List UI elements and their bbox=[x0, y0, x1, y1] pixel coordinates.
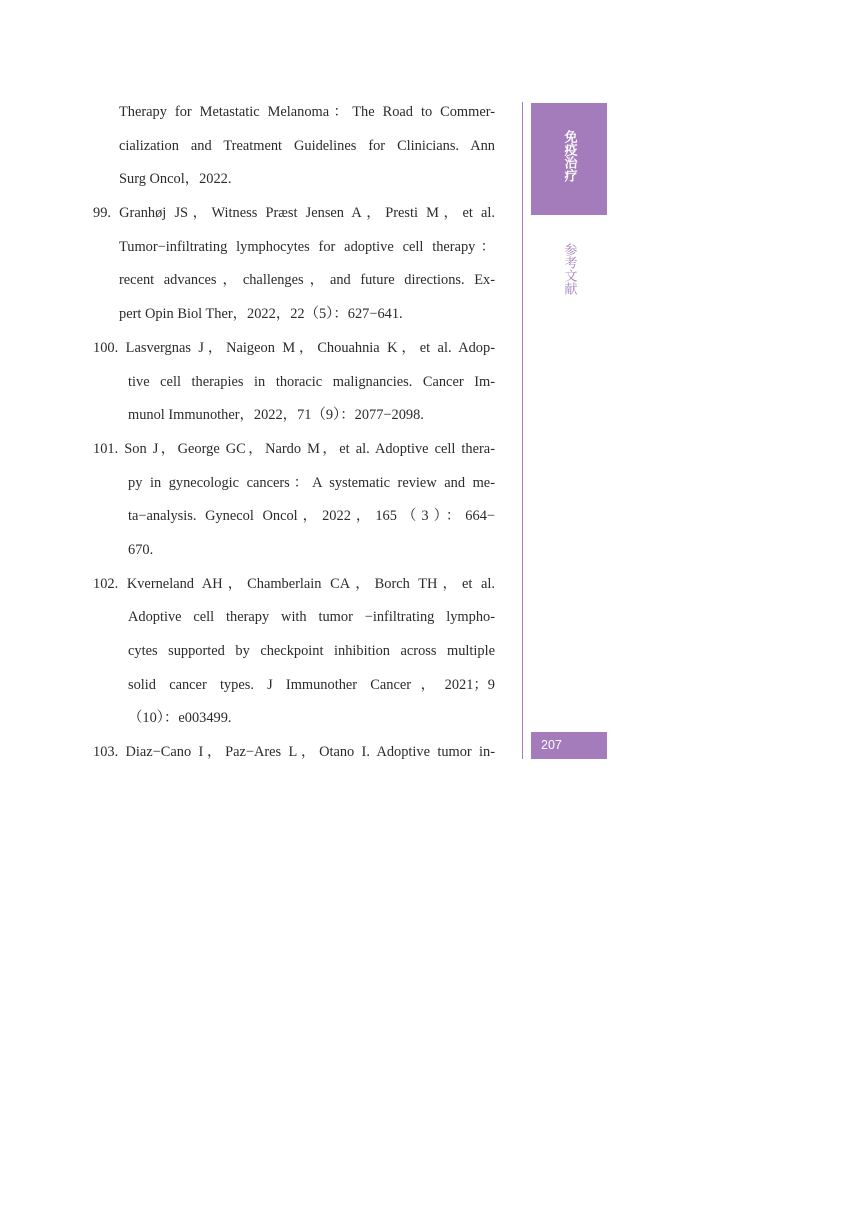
reference-line: cialization and Treatment Guidelines for Clinicians. Ann bbox=[119, 137, 495, 154]
reference-line: Adoptive cell therapy with tumor −infiltrating lympho- bbox=[128, 609, 495, 626]
reference-line: 103. Diaz−Cano I，Paz−Ares L，Otano I. Adoptive tumor in- bbox=[93, 744, 495, 761]
page-number: 207 bbox=[541, 738, 562, 752]
reference-line: （10）：e003499. bbox=[128, 710, 232, 727]
reference-line: recent advances，challenges，and future directions. Ex- bbox=[119, 272, 495, 289]
reference-list bbox=[93, 96, 495, 770]
reference-line: 670. bbox=[128, 541, 154, 558]
reference-line: Tumor−infiltrating lymphocytes for adoptive cell therapy： bbox=[119, 238, 495, 255]
margin-divider bbox=[522, 102, 523, 759]
section-subtab bbox=[531, 243, 607, 295]
reference-line: Therapy for Metastatic Melanoma：The Road to Commer- bbox=[119, 104, 495, 120]
reference-line: 100. Lasvergnas J，Naigeon M，Chouahnia K，et al. Adop- bbox=[93, 339, 495, 356]
reference-line: solid cancer types. J Immunother Cancer，2021；9 bbox=[128, 676, 495, 693]
reference-line: pert Opin Biol Ther，2022，22（5）：627−641. bbox=[119, 306, 403, 323]
reference-line: 99. Granhøj JS，Witness Præst Jensen A，Presti M，et al. bbox=[93, 205, 495, 222]
reference-line: tive cell therapies in thoracic malignancies. Cancer Im- bbox=[128, 373, 495, 390]
section-tab-title: 免疫治疗 bbox=[561, 130, 577, 182]
reference-line: cytes supported by checkpoint inhibition across multiple bbox=[128, 643, 495, 659]
reference-line: munol Immunother，2022，71（9）：2077−2098. bbox=[128, 407, 424, 424]
reference-line: 102. Kverneland AH，Chamberlain CA，Borch TH，et al. bbox=[93, 575, 495, 592]
reference-line: ta−analysis. Gynecol Oncol，2022，165（3）：664− bbox=[128, 508, 495, 525]
reference-line: py in gynecologic cancers：A systematic review and me- bbox=[128, 474, 495, 491]
section-subtab-label: 参考文献 bbox=[561, 243, 577, 295]
section-tab bbox=[531, 103, 607, 215]
reference-line: Surg Oncol，2022. bbox=[119, 171, 232, 188]
reference-line: 101. Son J，George GC，Nardo M，et al. Adoptive cell thera- bbox=[93, 440, 495, 457]
page-number-badge bbox=[531, 732, 607, 759]
